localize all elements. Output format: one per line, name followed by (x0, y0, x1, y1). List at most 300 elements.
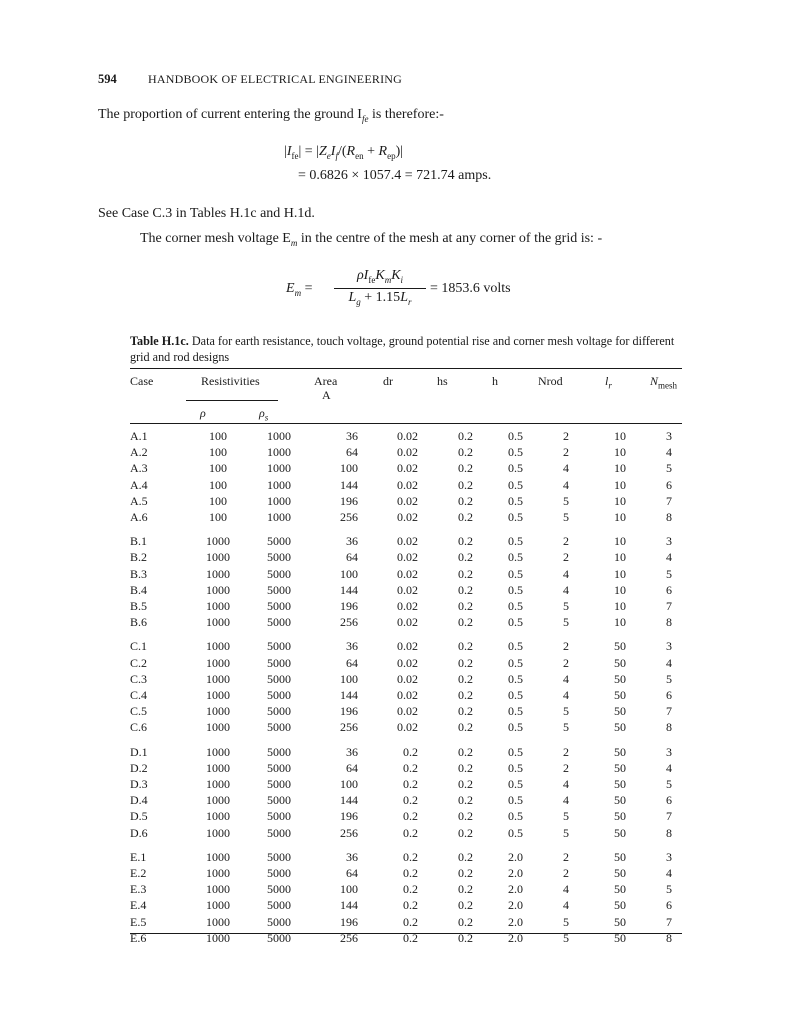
table-cell: E.2 (130, 866, 147, 881)
table-cell: 0.2 (403, 744, 418, 759)
table-cell: 2 (563, 550, 569, 565)
table-cell: B.1 (130, 534, 148, 549)
table-cell: 50 (614, 809, 626, 824)
table-cell: 50 (614, 760, 626, 775)
table-row (130, 881, 682, 897)
table-cell: 0.2 (458, 704, 473, 719)
table-cell: 7 (666, 809, 672, 824)
table-cell: 2 (563, 849, 569, 864)
table-cell: 8 (666, 930, 672, 945)
table-cell: D.6 (130, 825, 148, 840)
table-cell: 5000 (267, 809, 291, 824)
table-cell: 5000 (267, 550, 291, 565)
table-row (130, 444, 682, 460)
table-cell: 0.5 (508, 510, 523, 525)
table-cell: 0.2 (458, 777, 473, 792)
intro-paragraph: The proportion of current entering the ground $I_{fe}$ is therefore:- (98, 107, 444, 124)
table-cell: C.3 (130, 671, 148, 686)
table-cell: 1000 (206, 704, 230, 719)
table-cell: 50 (614, 744, 626, 759)
table-row (130, 671, 682, 687)
table-cell: 10 (614, 566, 626, 581)
table-cell: A.3 (130, 461, 148, 476)
table-cell: 4 (563, 898, 569, 913)
table-row (130, 865, 682, 881)
table-cell: 0.2 (458, 429, 473, 443)
table-cell: 0.2 (403, 930, 418, 945)
table-cell: 100 (209, 429, 227, 443)
table-cell: 0.5 (508, 429, 523, 443)
table-cell: 50 (614, 930, 626, 945)
table-cell: 0.5 (508, 809, 523, 824)
table-cell: 4 (563, 477, 569, 492)
table-cell: 0.02 (397, 477, 418, 492)
table-cell: 0.2 (458, 615, 473, 630)
table-cell: 1000 (267, 510, 291, 525)
table-cell: 5000 (267, 615, 291, 630)
table-row (130, 930, 682, 946)
table-cell: 0.2 (458, 849, 473, 864)
table-cell: 0.5 (508, 477, 523, 492)
resistivities-rule (186, 400, 278, 401)
table-cell: 5000 (267, 582, 291, 597)
table-cell: 0.5 (508, 793, 523, 808)
table-cell: 5000 (267, 930, 291, 945)
table-cell: E.5 (130, 914, 147, 929)
table-cell: 5 (666, 566, 672, 581)
table-cell: A.4 (130, 477, 148, 492)
table-cell: 50 (614, 866, 626, 881)
table-cell: C.2 (130, 655, 148, 670)
header-hs: hs (437, 374, 448, 388)
equation-em-numerator: $\rho I_{fe}K_mK_i$ (356, 268, 404, 285)
table-cell: 196 (340, 704, 358, 719)
table-row (130, 509, 682, 525)
table-cell: 50 (614, 704, 626, 719)
table-cell: 3 (666, 849, 672, 864)
table-cell: 0.5 (508, 720, 523, 735)
table-cell: 3 (666, 744, 672, 759)
table-cell: E.6 (130, 930, 147, 945)
table-cell: 50 (614, 914, 626, 929)
table-cell: 5000 (267, 671, 291, 686)
table-cell: 2.0 (508, 866, 523, 881)
table-cell: 100 (209, 461, 227, 476)
table-cell: 2 (563, 445, 569, 460)
table-cell: 0.5 (508, 445, 523, 460)
table-cell: 10 (614, 582, 626, 597)
table-cell: 50 (614, 777, 626, 792)
see-case-text: See Case C.3 in Tables H.1c and H.1d. (98, 206, 315, 221)
table-cell: 100 (340, 882, 358, 897)
table-cell: 50 (614, 793, 626, 808)
table-cell: 0.2 (403, 849, 418, 864)
table-cell: 5000 (267, 882, 291, 897)
table-cell: 0.2 (458, 655, 473, 670)
running-header-title: HANDBOOK OF ELECTRICAL ENGINEERING (148, 72, 403, 86)
table-row (130, 582, 682, 598)
table-cell: 10 (614, 429, 626, 443)
table-cell: C.6 (130, 720, 148, 735)
table-cell: B.6 (130, 615, 148, 630)
table-cell: 1000 (206, 825, 230, 840)
table-cell: 0.2 (458, 882, 473, 897)
table-cell: 0.2 (458, 566, 473, 581)
table-cell: 1000 (206, 566, 230, 581)
table-cell: C.4 (130, 688, 148, 703)
table-cell: 0.5 (508, 550, 523, 565)
table-cell: 144 (340, 688, 358, 703)
table-cell: 0.2 (403, 793, 418, 808)
table-cell: 0.5 (508, 704, 523, 719)
table-cell: 5000 (267, 898, 291, 913)
table-cell: 0.2 (458, 760, 473, 775)
table-cell: 5000 (267, 704, 291, 719)
table-cell: 3 (666, 639, 672, 654)
data-table (130, 428, 682, 946)
table-cell: 8 (666, 825, 672, 840)
table-cell: 0.2 (458, 671, 473, 686)
table-body (130, 428, 682, 946)
table-cell: 64 (346, 550, 358, 565)
table-cell: 2.0 (508, 849, 523, 864)
table-cell: 5 (563, 599, 569, 614)
table-cell: 2.0 (508, 930, 523, 945)
table-cell: 100 (209, 445, 227, 460)
table-cell: 7 (666, 599, 672, 614)
table-cell: 1000 (206, 849, 230, 864)
table-cell: 36 (346, 429, 358, 443)
table-cell: 1000 (267, 477, 291, 492)
table-cell: 256 (340, 720, 358, 735)
table-top-rule (130, 368, 682, 369)
table-cell: 0.02 (397, 461, 418, 476)
table-cell: 6 (666, 477, 672, 492)
table-cell: 0.5 (508, 760, 523, 775)
table-cell: 0.02 (397, 550, 418, 565)
table-cell: 2 (563, 655, 569, 670)
table-cell: 1000 (206, 550, 230, 565)
table-row (130, 549, 682, 565)
mesh-voltage-paragraph: The corner mesh voltage $E_m$ in the centre of the mesh at any corner of the grid is: - (140, 231, 603, 248)
table-cell: D.5 (130, 809, 148, 824)
header-h: h (492, 374, 498, 388)
table-row (130, 760, 682, 776)
table-cell: 196 (340, 914, 358, 929)
table-cell: 50 (614, 688, 626, 703)
header-resistivities: Resistivities (201, 374, 260, 388)
table-cell: 1000 (206, 793, 230, 808)
table-cell: E.3 (130, 882, 147, 897)
header-rho-s: $\rho_s$ (259, 406, 269, 423)
table-cell: 0.02 (397, 429, 418, 443)
table-cell: 5000 (267, 849, 291, 864)
table-row (130, 655, 682, 671)
table-cell: 3 (666, 534, 672, 549)
table-cell: 0.2 (458, 445, 473, 460)
table-cell: 0.2 (458, 639, 473, 654)
table-cell: 1000 (206, 615, 230, 630)
table-cell: 0.2 (403, 825, 418, 840)
table-cell: 256 (340, 615, 358, 630)
table-cell: 0.02 (397, 671, 418, 686)
table-cell: 5000 (267, 655, 291, 670)
table-cell: 0.2 (458, 477, 473, 492)
table-cell: 0.2 (458, 550, 473, 565)
table-cell: 0.5 (508, 777, 523, 792)
table-row (130, 776, 682, 792)
table-cell: 0.5 (508, 582, 523, 597)
table-cell: 64 (346, 760, 358, 775)
table-cell: 144 (340, 477, 358, 492)
table-cell: 50 (614, 655, 626, 670)
equation-em-result: = 1853.6 volts (430, 281, 511, 296)
table-cell: 4 (563, 882, 569, 897)
table-cell: E.1 (130, 849, 147, 864)
table-cell: A.1 (130, 429, 148, 443)
table-cell: 0.2 (458, 809, 473, 824)
table-row (130, 897, 682, 913)
table-cell: 36 (346, 744, 358, 759)
table-row (130, 808, 682, 824)
table-cell: 0.02 (397, 445, 418, 460)
table-cell: 10 (614, 510, 626, 525)
table-cell: 1000 (206, 534, 230, 549)
table-cell: 5000 (267, 599, 291, 614)
table-row (130, 428, 682, 444)
table-cell: 0.02 (397, 655, 418, 670)
table-cell: 5000 (267, 566, 291, 581)
table-cell: 0.2 (458, 582, 473, 597)
table-cell: 0.02 (397, 615, 418, 630)
table-row (130, 736, 682, 760)
table-cell: 0.2 (458, 599, 473, 614)
table-cell: 0.5 (508, 566, 523, 581)
table-cell: 256 (340, 930, 358, 945)
table-cell: C.1 (130, 639, 148, 654)
table-cell: 50 (614, 882, 626, 897)
table-row (130, 525, 682, 549)
table-cell: 0.2 (458, 720, 473, 735)
table-cell: 1000 (206, 671, 230, 686)
table-row (130, 614, 682, 630)
table-row (130, 630, 682, 654)
table-cell: 1000 (206, 930, 230, 945)
table-cell: 0.2 (403, 777, 418, 792)
table-cell: 5000 (267, 866, 291, 881)
table-cell: 100 (209, 493, 227, 508)
table-cell: 4 (666, 550, 672, 565)
table-cell: 0.2 (403, 882, 418, 897)
table-cell: 0.5 (508, 615, 523, 630)
table-cell: 2 (563, 744, 569, 759)
table-cell: 1000 (206, 777, 230, 792)
table-cell: 144 (340, 793, 358, 808)
table-cell: 0.5 (508, 688, 523, 703)
table-cell: 7 (666, 914, 672, 929)
header-lr: $l_r$ (605, 374, 612, 391)
table-cell: 5 (563, 809, 569, 824)
table-row (130, 719, 682, 735)
table-cell: 2.0 (508, 914, 523, 929)
table-cell: 4 (666, 655, 672, 670)
equation-ground-current-result: = 0.6826 × 1057.4 = 721.74 amps. (298, 168, 492, 183)
table-cell: 0.02 (397, 688, 418, 703)
table-cell: 4 (563, 461, 569, 476)
table-row (130, 825, 682, 841)
table-row (130, 493, 682, 509)
table-row (130, 477, 682, 493)
table-cell: 8 (666, 615, 672, 630)
table-cell: 5 (666, 461, 672, 476)
table-cell: 256 (340, 510, 358, 525)
table-cell: 1000 (206, 898, 230, 913)
table-cell: 2 (563, 534, 569, 549)
table-cell: 36 (346, 534, 358, 549)
table-row (130, 566, 682, 582)
table-cell: 1000 (206, 914, 230, 929)
table-cell: 1000 (206, 760, 230, 775)
table-cell: C.5 (130, 704, 148, 719)
table-cell: 2.0 (508, 898, 523, 913)
header-case: Case (130, 374, 154, 388)
table-cell: 1000 (206, 688, 230, 703)
table-cell: 5 (563, 930, 569, 945)
table-cell: 0.2 (458, 534, 473, 549)
table-cell: 0.02 (397, 639, 418, 654)
equation-fraction-bar (334, 288, 426, 289)
table-cell: 1000 (206, 720, 230, 735)
table-cell: 7 (666, 493, 672, 508)
table-cell: 100 (340, 566, 358, 581)
table-cell: 7 (666, 704, 672, 719)
table-cell: 0.2 (458, 898, 473, 913)
table-cell: D.1 (130, 744, 148, 759)
table-cell: 0.2 (458, 930, 473, 945)
table-cell: 64 (346, 445, 358, 460)
table-cell: 0.2 (458, 461, 473, 476)
table-cell: 256 (340, 825, 358, 840)
table-cell: 100 (340, 461, 358, 476)
table-cell: 2 (563, 760, 569, 775)
table-header-rule (130, 423, 682, 424)
table-cell: 100 (209, 477, 227, 492)
table-cell: 0.5 (508, 639, 523, 654)
table-cell: 50 (614, 639, 626, 654)
header-nrod: Nrod (538, 374, 563, 388)
table-cell: 10 (614, 477, 626, 492)
table-cell: 0.2 (458, 510, 473, 525)
table-row (130, 914, 682, 930)
table-cell: 0.2 (458, 688, 473, 703)
table-cell: 1000 (206, 882, 230, 897)
table-cell: 4 (563, 777, 569, 792)
table-cell: D.2 (130, 760, 148, 775)
table-caption: Table H.1c. Data for earth resistance, touch voltage, ground potential rise and corner mesh voltage for different grid and rod designs (130, 334, 675, 364)
table-cell: A.5 (130, 493, 148, 508)
table-cell: 4 (666, 445, 672, 460)
table-cell: 6 (666, 688, 672, 703)
table-cell: 8 (666, 510, 672, 525)
table-cell: 4 (666, 760, 672, 775)
table-cell: 5 (563, 720, 569, 735)
table-cell: 5000 (267, 720, 291, 735)
table-cell: 0.2 (403, 809, 418, 824)
table-row (130, 841, 682, 865)
table-cell: 0.2 (458, 493, 473, 508)
table-cell: 5 (666, 882, 672, 897)
table-cell: 0.5 (508, 534, 523, 549)
table-cell: 36 (346, 849, 358, 864)
table-cell: 64 (346, 866, 358, 881)
header-nmesh: $N_{mesh}$ (650, 374, 678, 391)
table-cell: 36 (346, 639, 358, 654)
table-cell: 10 (614, 550, 626, 565)
table-cell: 0.02 (397, 510, 418, 525)
table-cell: 50 (614, 671, 626, 686)
table-cell: 5000 (267, 534, 291, 549)
table-cell: 5000 (267, 777, 291, 792)
table-cell: 0.2 (458, 793, 473, 808)
table-cell: 5 (563, 615, 569, 630)
table-cell: 0.02 (397, 534, 418, 549)
table-cell: 4 (563, 582, 569, 597)
table-cell: 2 (563, 429, 569, 443)
table-cell: 4 (563, 566, 569, 581)
table-cell: 196 (340, 599, 358, 614)
table-cell: 1000 (206, 599, 230, 614)
table-cell: 5 (563, 914, 569, 929)
table-cell: 1000 (267, 445, 291, 460)
table-cell: 1000 (267, 493, 291, 508)
table-cell: A.2 (130, 445, 148, 460)
table-cell: 0.5 (508, 744, 523, 759)
table-cell: 0.02 (397, 599, 418, 614)
header-rho: ρ (200, 406, 206, 420)
table-cell: 50 (614, 720, 626, 735)
header-dr: dr (383, 374, 393, 388)
table-cell: 5 (563, 510, 569, 525)
table-cell: 0.2 (458, 866, 473, 881)
table-cell: 0.2 (458, 744, 473, 759)
table-cell: B.3 (130, 566, 148, 581)
table-cell: 4 (563, 688, 569, 703)
table-cell: 1000 (267, 429, 291, 443)
table-cell: 10 (614, 599, 626, 614)
table-cell: 0.2 (403, 760, 418, 775)
table-cell: 0.5 (508, 825, 523, 840)
table-cell: 144 (340, 898, 358, 913)
table-cell: 50 (614, 825, 626, 840)
table-cell: 5 (666, 671, 672, 686)
table-row (130, 792, 682, 808)
table-cell: 1000 (206, 809, 230, 824)
table-cell: 0.02 (397, 566, 418, 581)
table-cell: 0.02 (397, 720, 418, 735)
table-cell: 0.5 (508, 493, 523, 508)
table-cell: 196 (340, 493, 358, 508)
table-cell: 0.5 (508, 671, 523, 686)
table-cell: 50 (614, 849, 626, 864)
table-cell: 5000 (267, 825, 291, 840)
table-cell: 2 (563, 639, 569, 654)
table-cell: 1000 (206, 582, 230, 597)
table-cell: 5 (563, 493, 569, 508)
table-cell: B.4 (130, 582, 148, 597)
table-cell: 50 (614, 898, 626, 913)
table-cell: 5 (563, 825, 569, 840)
equation-ground-current: $|I_{fe}| = |Z_eI_f/(R_{en} + R_{ep})|$ (284, 144, 404, 161)
